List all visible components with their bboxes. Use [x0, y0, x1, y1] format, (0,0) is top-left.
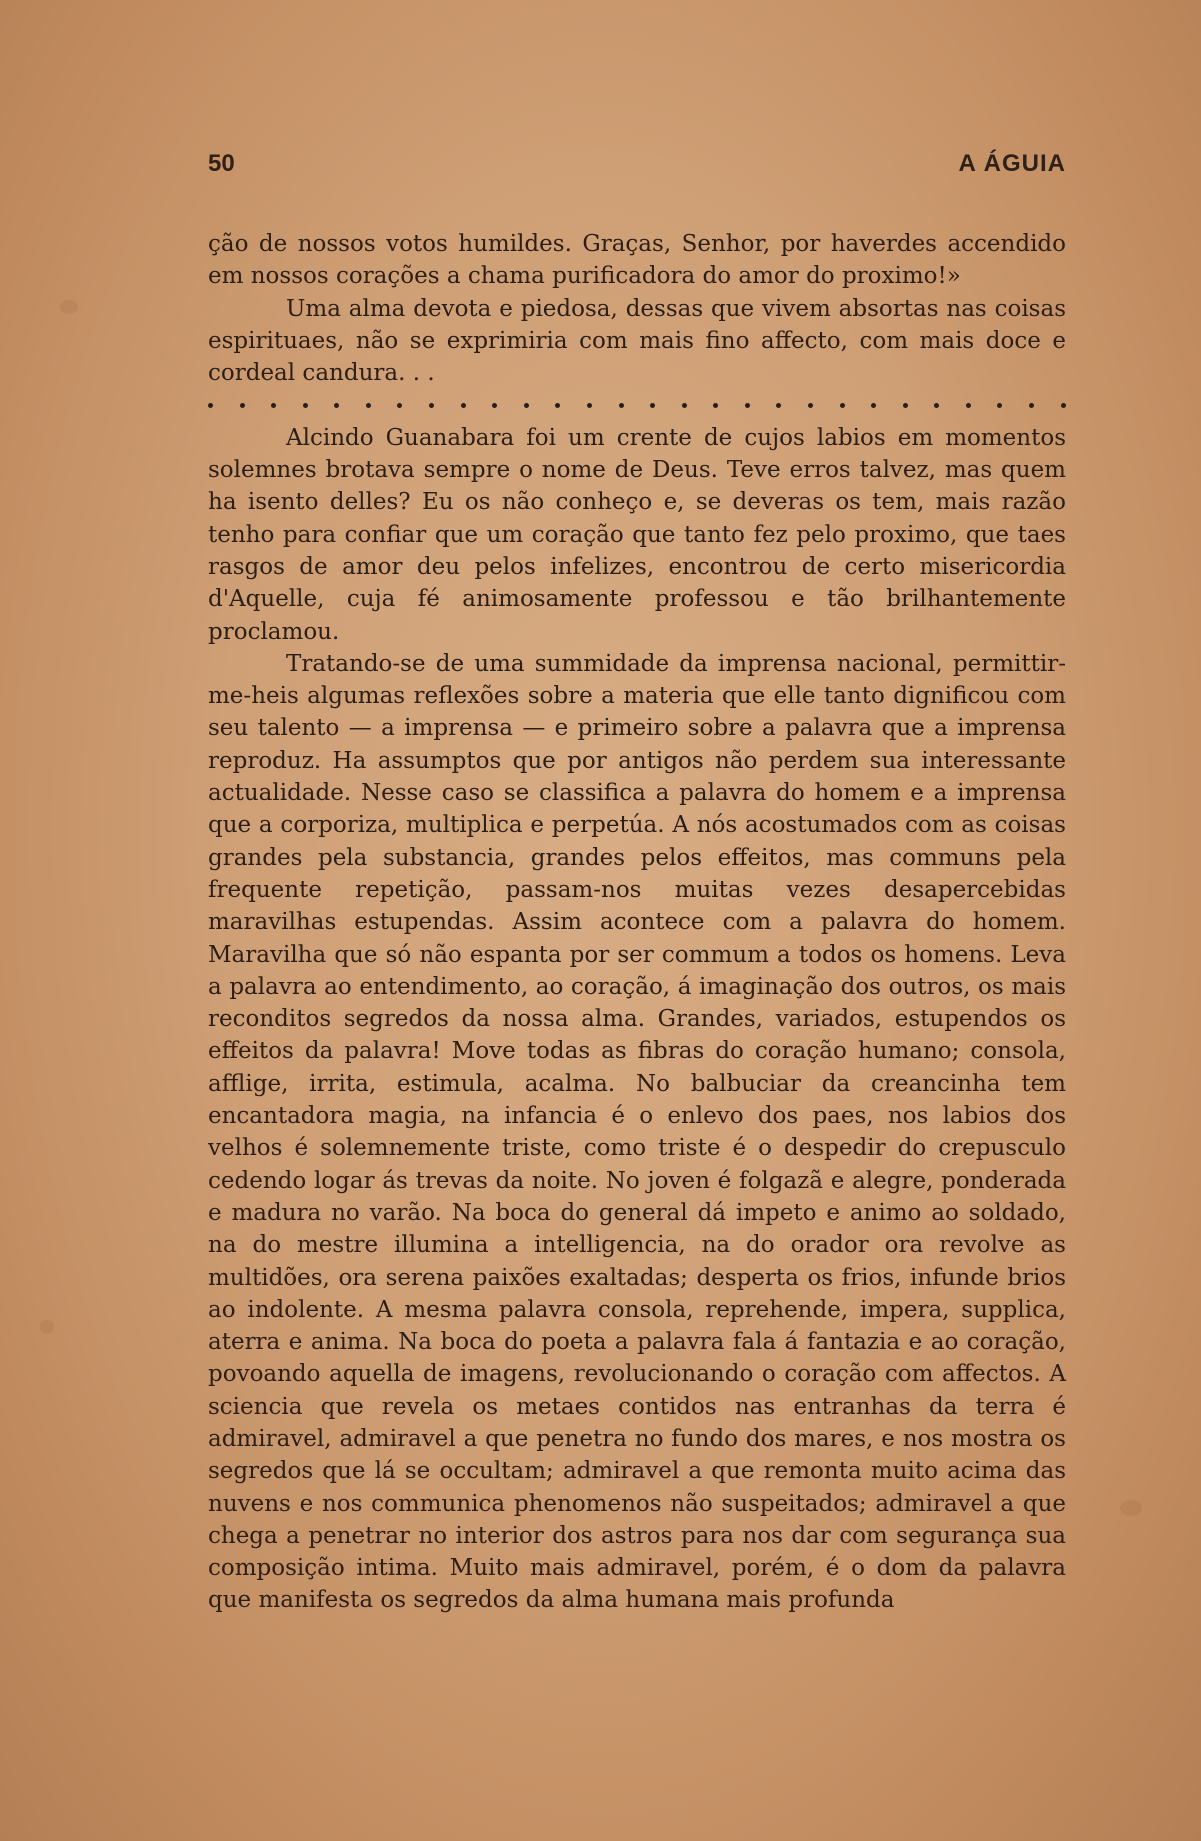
- paper-stain: [60, 300, 78, 314]
- paper-stain: [1120, 1500, 1142, 1516]
- paper-stain: [40, 1320, 54, 1334]
- article-body: [208, 228, 1066, 1617]
- page-number: 50: [208, 150, 235, 177]
- section-separator-dots: [208, 389, 1066, 421]
- paragraph: Alcindo Guanabara foi um crente de cujos labios em momentos solemnes brotava sempre o nome de Deus. Teve erros talvez, mas quem ha isento delles? Eu os não conheço e, se deveras os tem, mais razão tenho para confiar que um coração que tanto fez pelo proximo, que taes rasgos de amor deu pelos infelizes, encontrou de certo misericordia d'Aquelle, cuja fé animosamente professou e tão brilhantemente proclamou.: [208, 424, 1066, 645]
- paragraph: ção de nossos votos humildes. Graças, Senhor, por haverdes accendido em nossos corações a chama purificadora do amor do proximo!»: [208, 231, 1066, 290]
- page-header: [208, 150, 1066, 180]
- paragraph: Uma alma devota e piedosa, dessas que vivem absortas nas coisas espirituaes, não se exprimiria com mais fino affecto, com mais doce e cordeal candura. . .: [208, 295, 1066, 387]
- paragraph: Tratando-se de uma summidade da imprensa nacional, permittir-me-heis algumas reflexões sobre a materia que elle tanto dignificou com seu talento — a imprensa — e primeiro sobre a palavra que a imprensa reproduz. Ha assumptos que por antigos não perdem sua interessante actualidade. Nesse caso se classifica a palavra do homem e a imprensa que a corporiza, multiplica e perpetúa. A nós acostumados com as coisas grandes pela substancia, grandes pelos effeitos, mas communs pela frequente repetição, passam-nos muitas vezes desapercebidas maravilhas estupendas. Assim acontece com a palavra do homem. Maravilha que só não espanta por ser commum a todos os homens. Leva a palavra ao entendimento, ao coração, á imaginação dos outros, os mais reconditos segredos da nossa alma. Grandes, variados, estupendos os effeitos da palavra! Move todas as fibras do coração humano; consola, afflige, irrita, estimula, acalma. No balbuciar da creancinha tem encantadora magia, na infancia é o enlevo dos paes, nos labios dos velhos é solemnemente triste, como triste é o despedir do crepusculo cedendo logar ás trevas da noite. No joven é folgazã e alegre, ponderada e madura no varão. Na boca do general dá impeto e animo ao soldado, na do mestre illumina a intelligencia, na do orador ora revolve as multidões, ora serena paixões exaltadas; desperta os frios, infunde brios ao indolente. A mesma palavra consola, reprehende, impera, supplica, aterra e anima. Na boca do poeta a palavra fala á fantazia e ao coração, povoando aquella de imagens, revolucionando o coração com affectos. A sciencia que revela os metaes contidos nas entranhas da terra é admiravel, admiravel a que penetra no fundo dos mares, e nos mostra os segredos que lá se occultam; admiravel a que remonta muito acima das nuvens e nos communica phenomenos não suspeitados; admiravel a que chega a penetrar no interior dos astros para nos dar com segurança sua composição intima. Muito mais admiravel, porém, é o dom da palavra que manifesta os segredos da alma humana mais profunda: [208, 650, 1066, 1614]
- running-title: A ÁGUIA: [958, 150, 1066, 177]
